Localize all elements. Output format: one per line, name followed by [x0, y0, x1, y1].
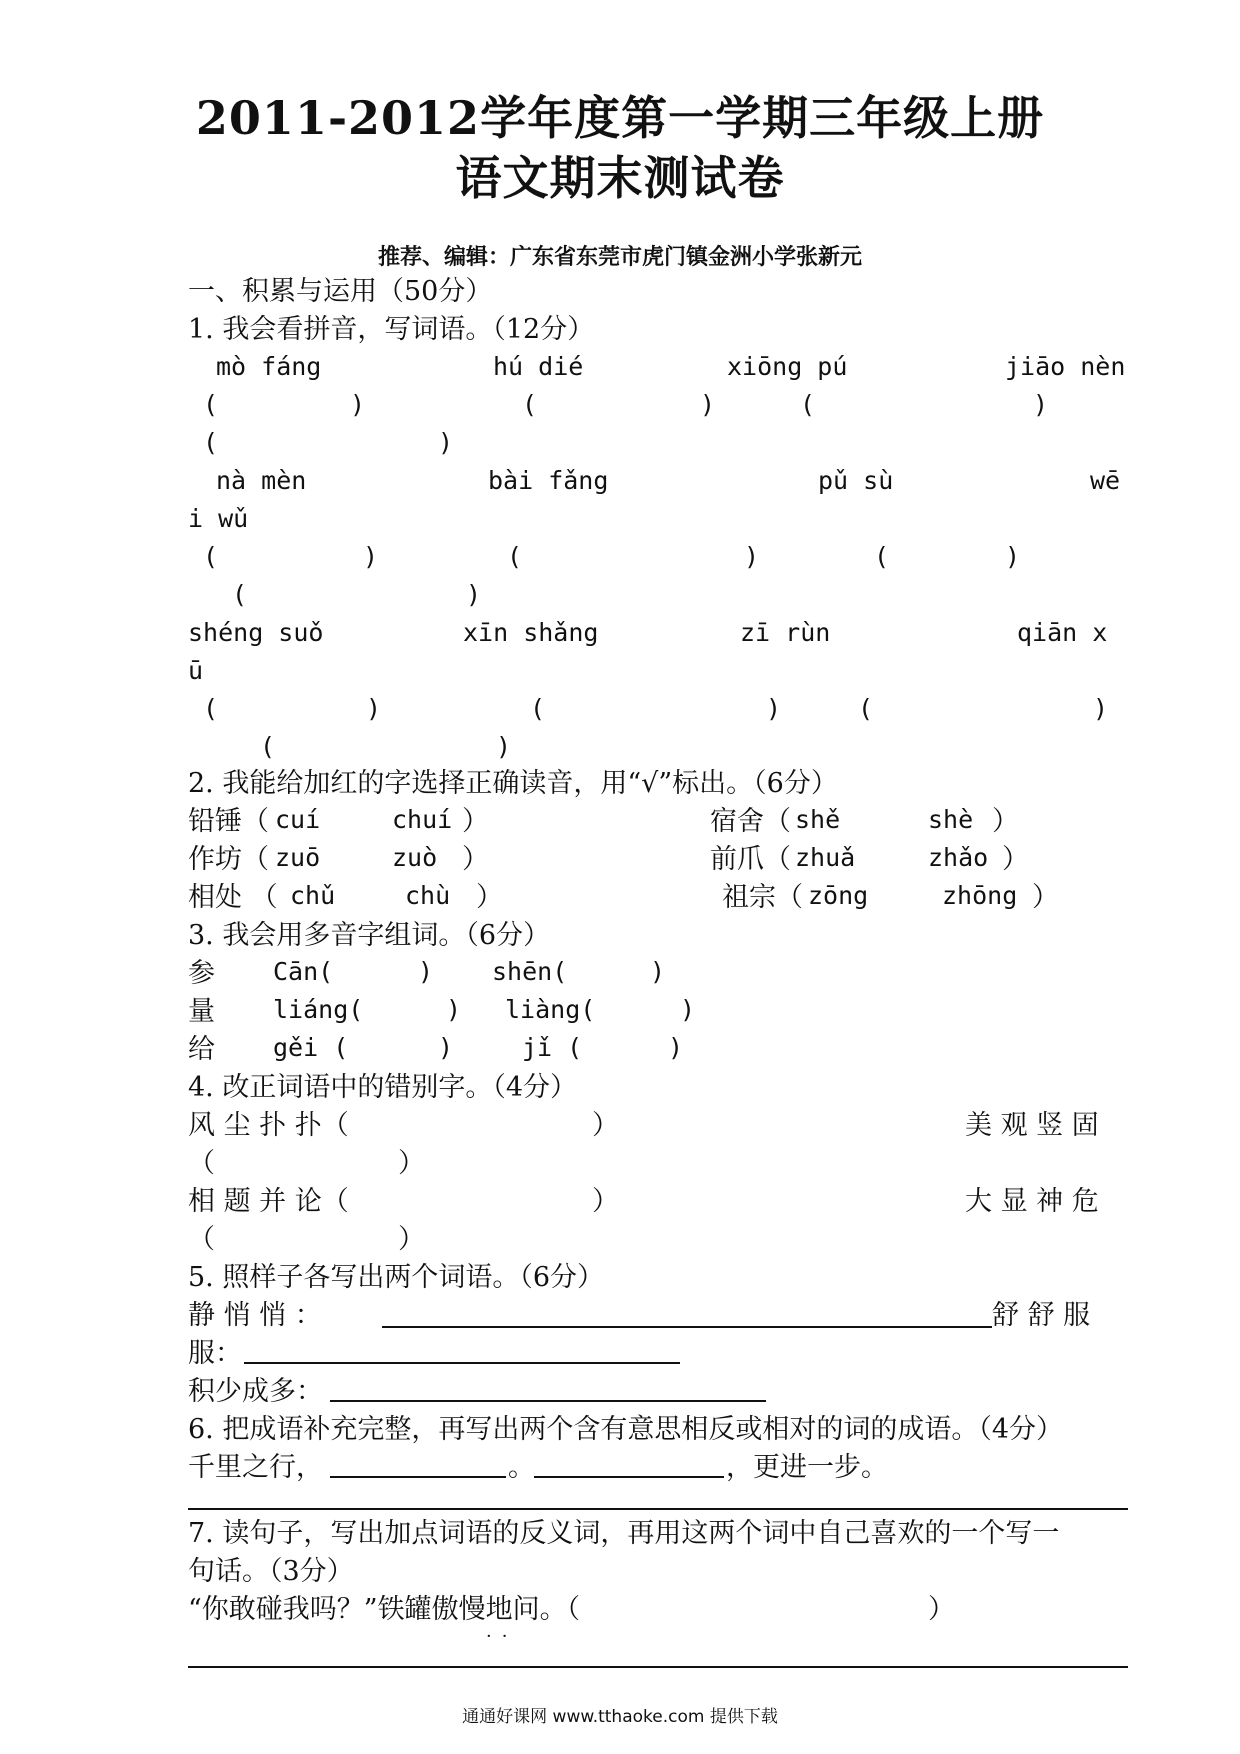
q2-option[interactable]: zhuǎ	[795, 843, 856, 872]
answer-paren-open: (	[232, 580, 248, 609]
q1-pinyin: i wǔ	[188, 504, 249, 533]
answer-paren-open: (	[874, 542, 890, 571]
q5-label: 舒 舒 服	[992, 1300, 1091, 1331]
answer-paren-open: (	[203, 542, 219, 571]
section-heading: 一、积累与运用（50分）	[188, 276, 493, 307]
answer-paren-close: )	[438, 1033, 454, 1062]
q1-pinyin: pǔ sù	[818, 466, 894, 495]
q4-item: 风 尘 扑 扑（	[188, 1110, 349, 1141]
q5-prompt: 5. 照样子各写出两个词语。（6分）	[188, 1262, 605, 1293]
q3-reading: jǐ (	[522, 1033, 583, 1062]
q5-label: 静 悄 悄 ：	[188, 1300, 322, 1331]
q1-pinyin: xiōng pú	[727, 352, 848, 381]
answer-paren-close: ）	[592, 1110, 619, 1141]
answer-paren-close: )	[700, 390, 716, 419]
answer-paren-close: )	[744, 542, 760, 571]
answer-paren-open: (	[522, 390, 538, 419]
answer-paren-close: )	[1033, 390, 1049, 419]
q1-pinyin: bài fǎng	[488, 466, 609, 495]
answer-line[interactable]	[382, 1326, 992, 1328]
editor-credit: 推荐、编辑：广东省东莞市虎门镇金洲小学张新元	[377, 244, 862, 270]
q7-prompt: 句话。（3分）	[188, 1556, 354, 1587]
answer-paren-open: (	[800, 390, 816, 419]
q3-reading: liáng(	[273, 995, 364, 1024]
answer-paren-open: （	[188, 1148, 215, 1179]
q2-close: ）	[992, 806, 1019, 837]
q3-reading: Cān(	[273, 957, 334, 986]
answer-paren-close: )	[496, 732, 512, 761]
q2-close: ）	[462, 844, 489, 875]
answer-paren-close: ）	[592, 1186, 619, 1217]
answer-line[interactable]	[330, 1476, 506, 1478]
q5-label: 服：	[188, 1338, 242, 1369]
q1-pinyin: nà mèn	[216, 466, 307, 495]
q6-text: 千里之行，	[188, 1452, 323, 1483]
q1-pinyin: wē	[1090, 466, 1121, 495]
q4-item: 美 观 竖 固	[965, 1110, 1099, 1141]
answer-paren-close: )	[1005, 542, 1021, 571]
title-line1: 2011-2012学年度第一学期三年级上册	[195, 91, 1045, 145]
answer-paren-close: )	[446, 995, 462, 1024]
answer-paren-close: )	[418, 957, 434, 986]
q2-option[interactable]: chuí	[392, 805, 453, 834]
answer-paren-close: ）	[398, 1224, 425, 1255]
answer-line[interactable]	[534, 1476, 724, 1478]
answer-paren-close: )	[650, 957, 666, 986]
answer-paren-close: ）	[928, 1594, 955, 1625]
answer-line[interactable]	[244, 1362, 680, 1364]
q4-prompt: 4. 改正词语中的错别字。（4分）	[188, 1072, 578, 1103]
answer-line[interactable]	[330, 1400, 766, 1402]
q1-pinyin: ū	[188, 656, 204, 685]
q3-char: 量	[188, 996, 215, 1027]
answer-paren-close: )	[366, 694, 382, 723]
q2-option[interactable]: zōng	[808, 881, 869, 910]
q2-option[interactable]: shè	[928, 805, 974, 834]
q5-label: 积少成多：	[188, 1376, 323, 1407]
answer-paren-open: (	[530, 694, 546, 723]
q2-option[interactable]: zhǎo	[928, 843, 989, 872]
answer-paren-open: (	[203, 694, 219, 723]
q7-sentence: “你敢碰我吗？”铁罐傲慢地问。（	[188, 1594, 581, 1625]
q6-text: 。	[508, 1452, 535, 1483]
q2-prompt: 2. 我能给加红的字选择正确读音，用“√”标出。（6分）	[188, 768, 838, 799]
answer-paren-close: )	[350, 390, 366, 419]
q2-option[interactable]: chǔ	[290, 881, 336, 910]
q2-word: 作坊（	[188, 844, 269, 875]
q2-close: ）	[462, 806, 489, 837]
q3-reading: liàng(	[505, 995, 596, 1024]
q3-char: 给	[188, 1034, 215, 1065]
q7-prompt: 7. 读句子，写出加点词语的反义词，再用这两个词中自己喜欢的一个写一	[188, 1518, 1060, 1549]
answer-paren-close: )	[1093, 694, 1109, 723]
q1-pinyin: mò fáng	[216, 352, 322, 381]
answer-paren-close: )	[363, 542, 379, 571]
answer-paren-close: )	[680, 995, 696, 1024]
q6-text: ，更进一步。	[726, 1452, 888, 1483]
q1-pinyin: jiāo nèn	[1005, 352, 1126, 381]
answer-paren-open: (	[260, 732, 276, 761]
q2-word: 铅锤（	[188, 806, 269, 837]
q6-prompt: 6. 把成语补充完整，再写出两个含有意思相反或相对的词的成语。（4分）	[188, 1414, 1064, 1445]
q2-close: ）	[1002, 844, 1029, 875]
answer-paren-close: ）	[398, 1148, 425, 1179]
answer-paren-open: (	[507, 542, 523, 571]
q2-word: 祖宗（	[722, 882, 803, 913]
answer-paren-close: )	[668, 1033, 684, 1062]
q1-pinyin: hú dié	[493, 352, 584, 381]
answer-paren-open: (	[203, 428, 219, 457]
q1-pinyin: xīn shǎng	[463, 618, 599, 647]
q1-pinyin: shéng suǒ	[188, 618, 324, 647]
q3-prompt: 3. 我会用多音字组词。（6分）	[188, 920, 551, 951]
q2-word: 前爪（	[710, 844, 791, 875]
q2-word: 相处 （	[188, 882, 278, 913]
q1-pinyin: zī rùn	[740, 618, 831, 647]
answer-paren-close: )	[766, 694, 782, 723]
q1-pinyin: qiān x	[1017, 618, 1108, 647]
q3-reading: shēn(	[492, 957, 568, 986]
title-line2: 语文期末测试卷	[455, 151, 785, 205]
q3-reading: gěi (	[273, 1033, 349, 1062]
q2-word: 宿舍（	[710, 806, 791, 837]
q2-close: ）	[1032, 882, 1059, 913]
q2-option[interactable]: zhōng	[942, 881, 1018, 910]
answer-paren-open: （	[188, 1224, 215, 1255]
answer-paren-close: )	[466, 580, 482, 609]
q2-option[interactable]: shě	[795, 805, 841, 834]
q2-option[interactable]: chù	[405, 881, 451, 910]
q3-char: 参	[188, 958, 215, 989]
q2-close: ）	[476, 882, 503, 913]
footer-credit: 通通好课网 www.tthaoke.com 提供下载	[462, 1707, 778, 1727]
answer-line[interactable]	[188, 1666, 1128, 1668]
q2-option[interactable]: cuí	[275, 805, 321, 834]
answer-line[interactable]	[188, 1508, 1128, 1510]
q4-item: 大 显 神 危	[965, 1186, 1099, 1217]
q2-option[interactable]: zuō	[275, 843, 321, 872]
answer-paren-close: )	[438, 428, 454, 457]
emphasis-dots: ··	[486, 1626, 518, 1647]
answer-paren-open: (	[203, 390, 219, 419]
answer-paren-open: (	[858, 694, 874, 723]
q2-option[interactable]: zuò	[392, 843, 438, 872]
q4-item: 相 题 并 论（	[188, 1186, 349, 1217]
q1-prompt: 1. 我会看拼音，写词语。（12分）	[188, 314, 595, 345]
